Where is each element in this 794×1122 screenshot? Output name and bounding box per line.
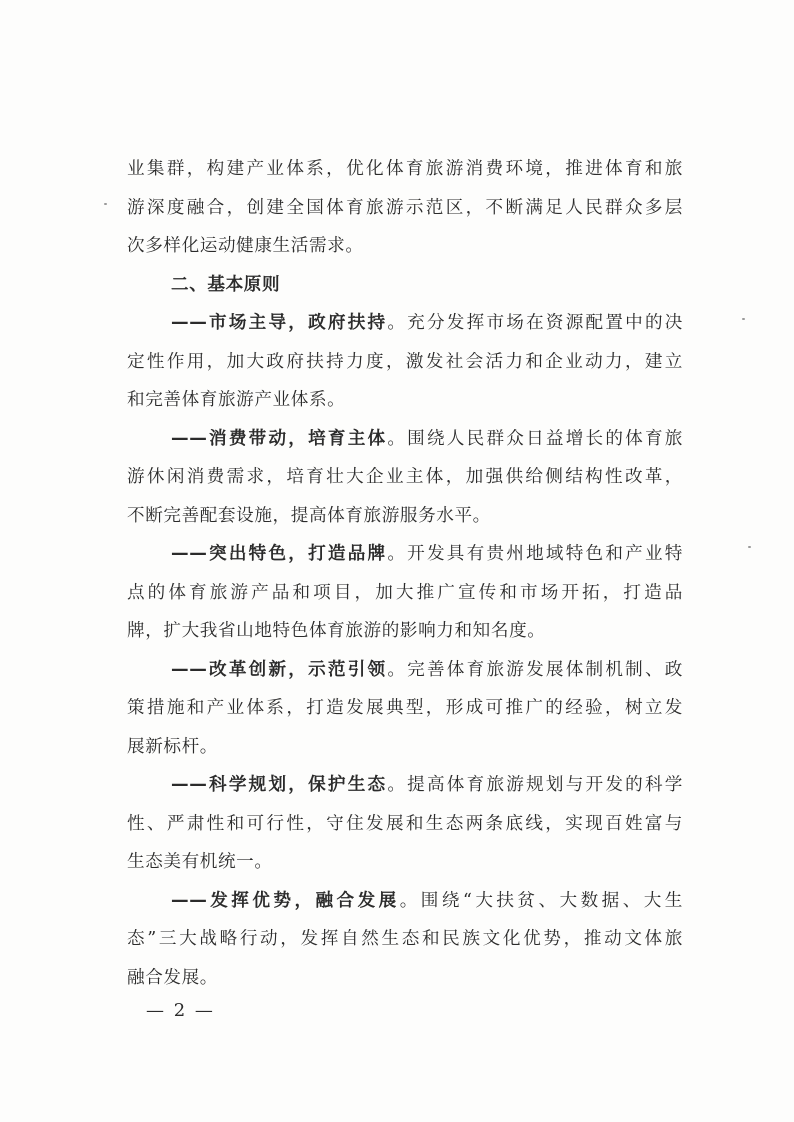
body-line: 游深度融合，创建全国体育旅游示范区，不断满足人民群众多层 [127, 197, 683, 218]
body-line: 业集群，构建产业体系，优化体育旅游消费环境，推进体育和旅 [127, 159, 683, 179]
principle-text: 。开发具有贵州地域特色和产业特 [387, 544, 683, 564]
principle-title: ——科学规划，保护生态 [171, 775, 388, 795]
body-line: 牌，扩大我省山地特色体育旅游的影响力和知名度。 [127, 621, 546, 641]
body-line: 和完善体育旅游产业体系。 [127, 390, 346, 410]
principle-first-line [127, 535, 683, 574]
page-number: — 2 — [146, 1000, 215, 1021]
body-line: 展新标杆。 [127, 736, 218, 757]
body-line: 点的体育旅游产品和项目，加大推广宣传和市场开拓，打造品 [127, 582, 683, 603]
scan-speck [104, 203, 107, 205]
principle-title: ——消费带动，培育主体 [171, 428, 388, 449]
document-body [127, 150, 683, 997]
principle-title: ——突出特色，打造品牌 [171, 544, 388, 564]
body-line: 态”三大战略行动，发挥自然生态和民族文化优势，推动文体旅 [127, 929, 683, 949]
principle-text: 。充分发挥市场在资源配置中的决 [387, 313, 683, 333]
body-line: 生态美有机统一。 [127, 852, 273, 872]
principle-first-line [127, 420, 683, 459]
body-line: 不断完善配套设施，提高体育旅游服务水平。 [127, 505, 491, 526]
body-line: 融合发展。 [127, 967, 218, 988]
principle-first-line [127, 651, 683, 690]
body-line: 策措施和产业体系，打造发展典型，形成可推广的经验，树立发 [127, 698, 683, 718]
principle-title: ——发挥优势，融合发展 [171, 890, 400, 911]
scan-speck [742, 318, 745, 320]
body-line: 性、严肃性和可行性，守住发展和生态两条底线，实现百姓富与 [127, 813, 683, 834]
principle-text: 。完善体育旅游发展体制机制、政 [387, 659, 683, 680]
principle-text: 。围绕“大扶贫、大数据、大生 [399, 890, 683, 911]
body-line: 定性作用，加大政府扶持力度，激发社会活力和企业动力，建立 [127, 351, 683, 372]
principle-text: 。围绕人民群众日益增长的体育旅 [387, 428, 683, 449]
principle-first-line [127, 766, 683, 805]
principle-text: 。提高体育旅游规划与开发的科学 [387, 775, 683, 795]
principle-first-line [127, 882, 683, 921]
section-heading: 二、基本原则 [171, 274, 281, 295]
body-line: 游休闲消费需求，培育壮大企业主体，加强供给侧结构性改革， [127, 467, 683, 487]
principle-title: ——市场主导，政府扶持 [171, 313, 388, 333]
principle-title: ——改革创新，示范引领 [171, 659, 388, 680]
body-line: 次多样化运动健康生活需求。 [127, 236, 364, 256]
scan-speck [748, 546, 751, 548]
principle-first-line [127, 304, 683, 343]
